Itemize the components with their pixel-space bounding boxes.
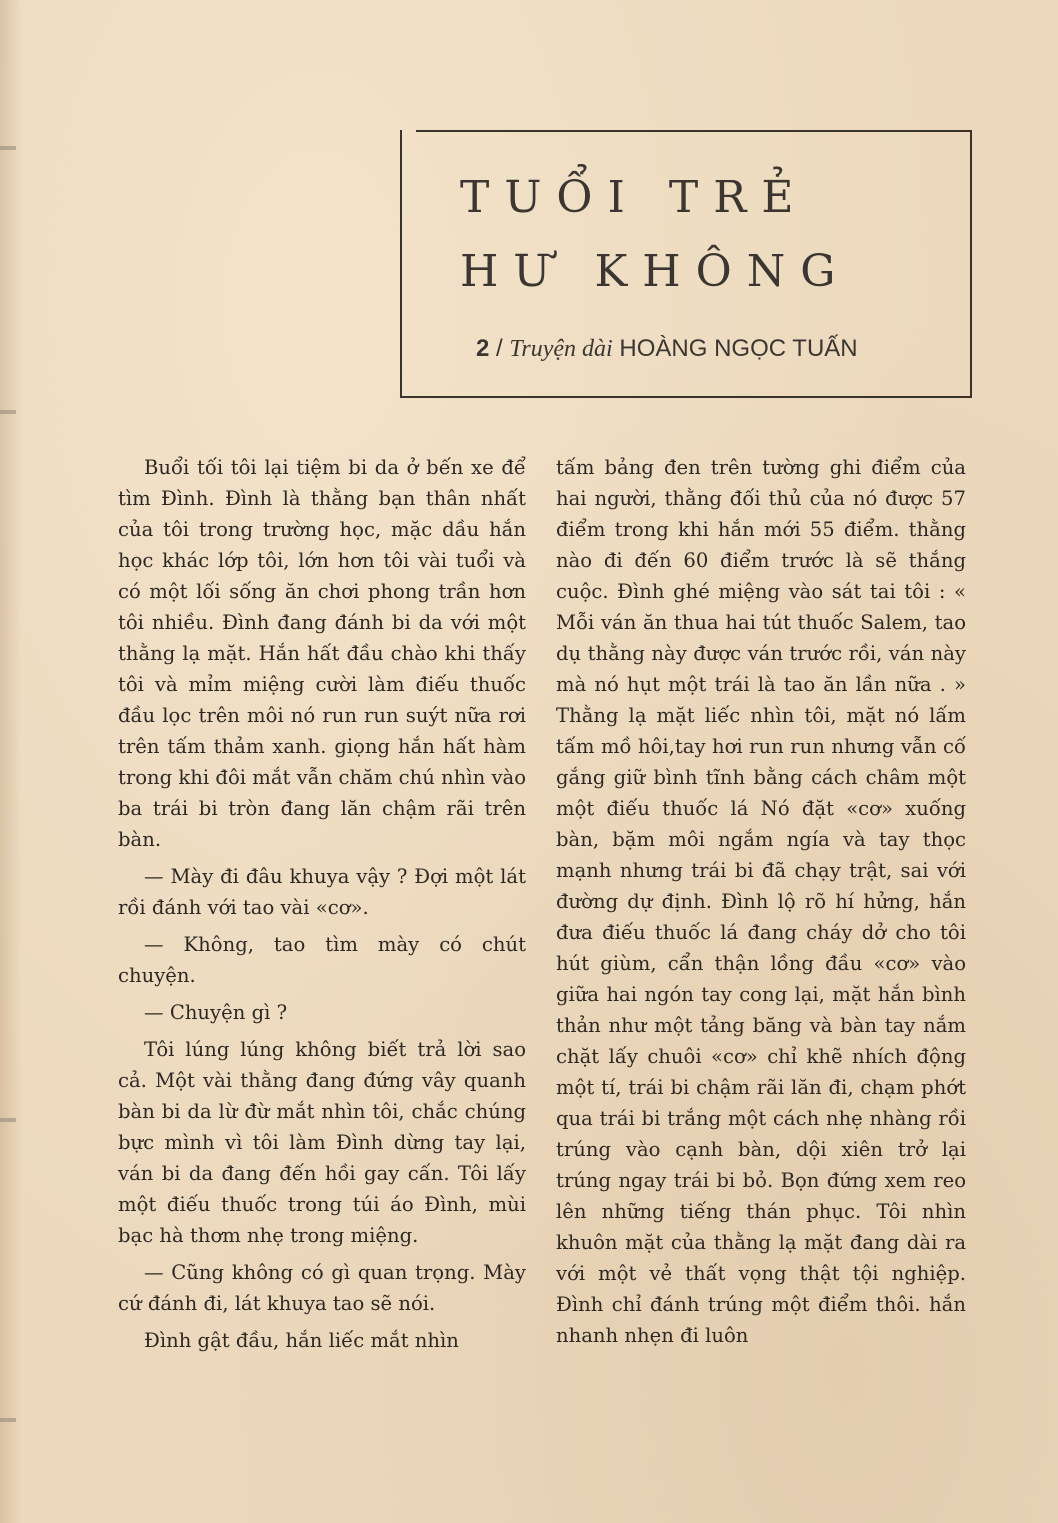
byline-separator: /: [496, 335, 503, 362]
binding-mark: [0, 410, 16, 414]
author-name: HOÀNG NGỌC TUẤN: [619, 335, 858, 362]
binding-mark: [0, 1118, 16, 1122]
byline: [476, 335, 858, 363]
paragraph: tấm bảng đen trên tường ghi điểm của hai người, thằng đối thủ của nó được 57 điểm trong khi hắn mới 55 điểm. thằng nào đi đến 60 điểm trước là sẽ thắng cuộc. Đình ghé miệng vào sát tai tôi : « Mỗi ván ăn thua hai tút thuốc Salem, tao dụ thằng này được ván trước rồi, ván này mà nó hụt một trái là tao ăn lần nữa . » Thằng lạ mặt liếc nhìn tôi, mặt nó lấm tấm mồ hôi,tay hơi run run nhưng vẫn cố gắng giữ bình tĩnh bằng cách châm một một điếu thuốc lá Nó đặt «cơ» xuống bàn, bặm môi ngắm ngía và tay thọc mạnh nhưng trái bi đã chạy trật, sai với đường dự định. Đình lộ rõ hí hửng, hắn đưa điếu thuốc lá đang cháy dở cho tôi hút giùm, cẩn thận lồng đầu «cơ» vào giữa hai ngón tay cong lại, mặt hắn bình thản như một tảng băng và bàn tay nắm chặt lấy chuôi «cơ» chỉ khẽ nhích động một tí, trái bi chậm rãi lăn đi, chạm phớt qua trái bi trắng một cách nhẹ nhàng rồi trúng vào cạnh bàn, dội xiên trở lại trúng ngay trái bi bỏ. Bọn đứng xem reo lên những tiếng thán phục. Tôi nhìn khuôn mặt của thằng lạ mặt đang dài ra với một vẻ thất vọng thật tội nghiệp. Đình chỉ đánh trúng một điểm thôi. hắn nhanh nhẹn đi luôn: [556, 456, 966, 1347]
text-column-right: [556, 452, 966, 1357]
paragraph: — Chuyện gì ?: [144, 1001, 288, 1024]
paragraph: — Cũng không có gì quan trọng. Mày cứ đánh đi, lát khuya tao sẽ nói.: [118, 1261, 526, 1315]
text-column-left: [118, 452, 526, 1362]
paragraph: — Không, tao tìm mày có chút chuyện.: [118, 933, 526, 987]
paragraph: — Mày đi đâu khuya vậy ? Đợi một lát rồi đánh với tao vài «cơ».: [118, 865, 526, 919]
binding-mark: [0, 1418, 16, 1422]
genre-label: Truyện dài: [509, 336, 613, 362]
binding-mark: [0, 146, 16, 150]
title-line-1: TUỔI TRẺ: [460, 172, 809, 223]
installment-number: 2: [476, 335, 490, 362]
title-box: [400, 130, 972, 398]
title-rule-bottom: [402, 396, 970, 398]
title-line-2: HƯ KHÔNG: [460, 246, 851, 297]
title-rule-top: [416, 130, 970, 132]
page-edge: [0, 0, 22, 1523]
paragraph: Tôi lúng lúng không biết trả lời sao cả. Một vài thằng đang đứng vây quanh bàn bi da lừ đừ mắt nhìn tôi, chắc chúng bực mình vì tôi làm Đình dừng tay lại, ván bi da đang đến hồi gay cấn. Tôi lấy một điếu thuốc trong túi áo Đình, mùi bạc hà thơm nhẹ trong miệng.: [118, 1038, 526, 1247]
paragraph: Đình gật đầu, hắn liếc mắt nhìn: [144, 1329, 459, 1352]
paragraph: Buổi tối tôi lại tiệm bi da ở bến xe để tìm Đình. Đình là thằng bạn thân nhất của tôi trong trường học, mặc dầu hắn học khác lớp tôi, lớn hơn tôi vài tuổi và có một lối sống ăn chơi phong trần hơn tôi nhiều. Đình đang đánh bi da với một thằng lạ mặt. Hắn hất đầu chào khi thấy tôi và mỉm miệng cười làm điếu thuốc đầu lọc trên môi nó run run suýt nữa rơi trên tấm thảm xanh. giọng hắn hất hàm trong khi đôi mắt vẫn chăm chú nhìn vào ba trái bi tròn đang lăn chậm rãi trên bàn.: [118, 456, 526, 851]
